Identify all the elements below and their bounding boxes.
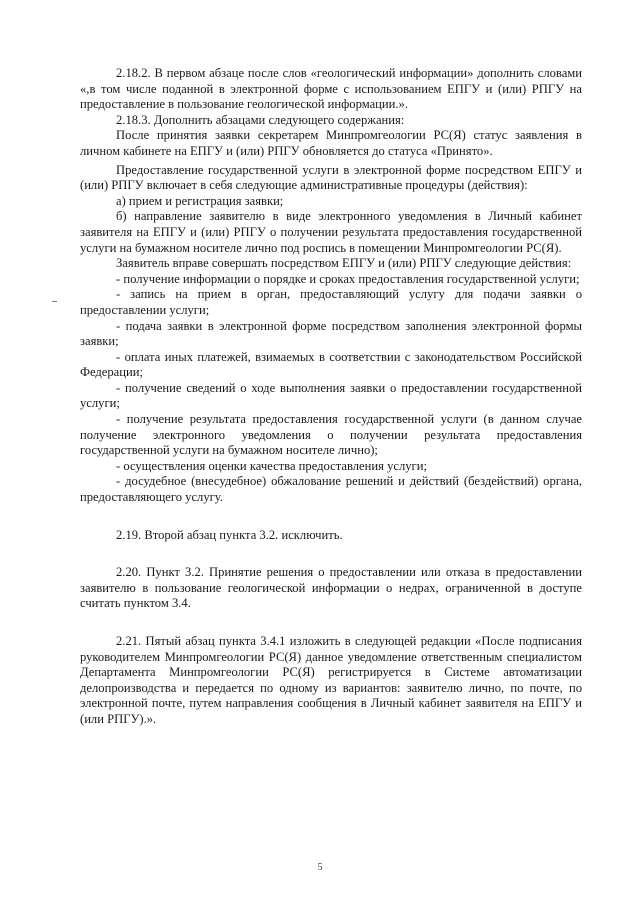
paragraph-after-acceptance: После принятия заявки секретарем Минпромгеологии РС(Я) статус заявления в личном кабинете на ЕПГУ и (или) РПГУ обновляется до статуса «Принято».	[80, 128, 582, 158]
list-item-payment: - оплата иных платежей, взимаемых в соответствии с законодательством Российской Федерации;	[80, 349, 582, 380]
paragraph-2-18-3: 2.18.3. Дополнить абзацами следующего содержания:	[116, 112, 405, 127]
list-item-appeal: - досудебное (внесудебное) обжалование решений и действий (бездействий) органа, предоставляющего услугу.	[80, 474, 582, 505]
list-item-quality: - осуществления оценки качества предоставления услуги;	[116, 458, 427, 473]
paragraph-2-18-2: 2.18.2. В первом абзаце после слов «геологический информации» дополнить словами «,в том числе поданной в электронной форме с использованием ЕПГУ и (или) РПГУ на предоставление в пользование геологической информации.».	[80, 66, 582, 112]
list-item-submission: - подача заявки в электронной форме посредством заполнения электронной формы заявки;	[80, 318, 582, 349]
list-item-status: - получение сведений о ходе выполнения заявки о предоставлении государственной услуги;	[80, 380, 582, 411]
margin-mark	[52, 301, 57, 302]
paragraph-2-21: 2.21. Пятый абзац пункта 3.4.1 изложить в следующей редакции «После подписания руководителем Минпромгеологии РС(Я) данное уведомление ответственным специалистом Департамента Минпромгеологии РС(Я) регистрируется в Системе автоматизации делопроизводства и передается по одному из вариантов: заявителю лично, по почте, по электронной почте, путем направления сообщения в Личный кабинет заявителя на ЕПГУ и (или РПГУ).».	[80, 634, 582, 726]
list-item-b: б) направление заявителю в виде электронного уведомления в Личный кабинет заявителя на ЕПГУ и (или) РПГУ о получении результата предоставления государственной услуги на бумажном носителе лично под роспись в помещении Минпромгеологии РС(Я).	[80, 209, 582, 255]
page-number: 5	[317, 862, 323, 873]
paragraph-2-20: 2.20. Пункт 3.2. Принятие решения о предоставлении или отказа в предоставлении заявителю в пользование геологической информации о недрах, ограниченной в доступе считать пунктом 3.4.	[80, 565, 582, 611]
paragraph-applicant-actions: Заявитель вправе совершать посредством ЕПГУ и (или) РПГУ следующие действия:	[116, 256, 572, 271]
list-item-result: - получение результата предоставления государственной услуги (в данном случае получение электронного уведомления о получении результата предоставления государственной услуги на бумажном носителе лично);	[80, 412, 582, 458]
list-item-info: - получение информации о порядке и сроках предоставления государственной услуги;	[116, 271, 580, 286]
list-item-appointment: - запись на прием в орган, предоставляющий услугу для подачи заявки о предоставлении услуги;	[80, 287, 582, 317]
list-item-a: а) прием и регистрация заявки;	[116, 193, 284, 208]
paragraph-2-19: 2.19. Второй абзац пункта 3.2. исключить.	[116, 527, 343, 542]
document-page	[80, 66, 582, 728]
paragraph-electronic-procedures: Предоставление государственной услуги в электронной форме посредством ЕПГУ и (или) РПГУ включает в себя следующие административные процедуры (действия):	[80, 162, 582, 193]
